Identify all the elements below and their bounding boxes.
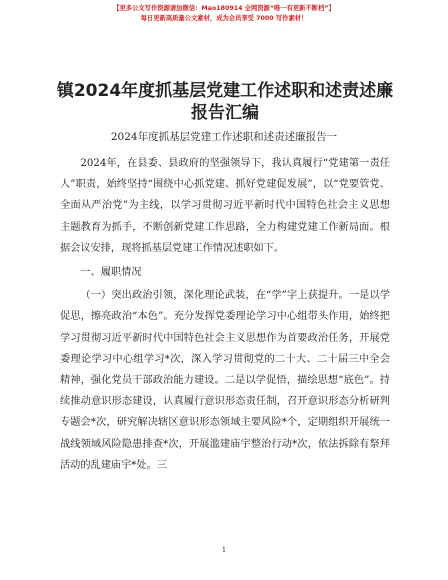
page-number: 1 xyxy=(221,546,227,554)
paragraph-intro: 2024年，在县委、县政府的坚强领导下，我认真履行“党建第一责任人”职责，始终坚持“围绕中心抓党建、抓好党建促发展”，以“党要管党、全面从严治党”为主线，以学习贯彻习近平新时代中国特色社会主义思想主题教育为抓手，不断创新党建工作思路，全力构建党建工作新局面。根据会议安排，现将抓基层党建工作情况述职如下。 xyxy=(60,158,390,254)
report-subtitle: 2024年度抓基层党建工作述职和述责述廉报告一 xyxy=(110,131,338,143)
paragraph-section-1: （一）突出政治引领，深化理论武装，在“学”字上获提升。一是以学促思，擦亮政治“本色”。充分发挥党委理论学习中心组带头作用，始终把学习贯彻习近平新时代中国特色社会主义思想作为首要政治任务，开展党委理论学习中心组学习*次，深入学习贯彻党的二十大、二十届三中全会精神，强化党员干部政治能力建设。二是以学促悟，描绘思想“底色”。持续推动意识形态建设，认真履行意识形态责任制，召开意识形态分析研判专题会*次，研究解决辖区意识形态领域主要风险*个，定期组织开展统一战线领域风险隐患排查*次，开展滥建庙宇整治行动*次，依法拆除有祭拜活动的乱建庙宇*处。三 xyxy=(60,290,390,471)
document-title: 镇2024年度抓基层党建工作述职和述责述廉报告汇编 xyxy=(56,81,394,123)
promo-banner-line-1: 【更多公文写作资源请加微信：Mao180914 全网资源“唯一有更新不断档”】 xyxy=(113,5,335,12)
promo-banner-line-2: 每日更新高质量公文素材，成为会员享受 7000 写作素材！ xyxy=(140,15,308,22)
promo-banner xyxy=(0,4,448,24)
section-heading: 一、履职情况 xyxy=(80,267,142,279)
document-body xyxy=(60,153,390,476)
